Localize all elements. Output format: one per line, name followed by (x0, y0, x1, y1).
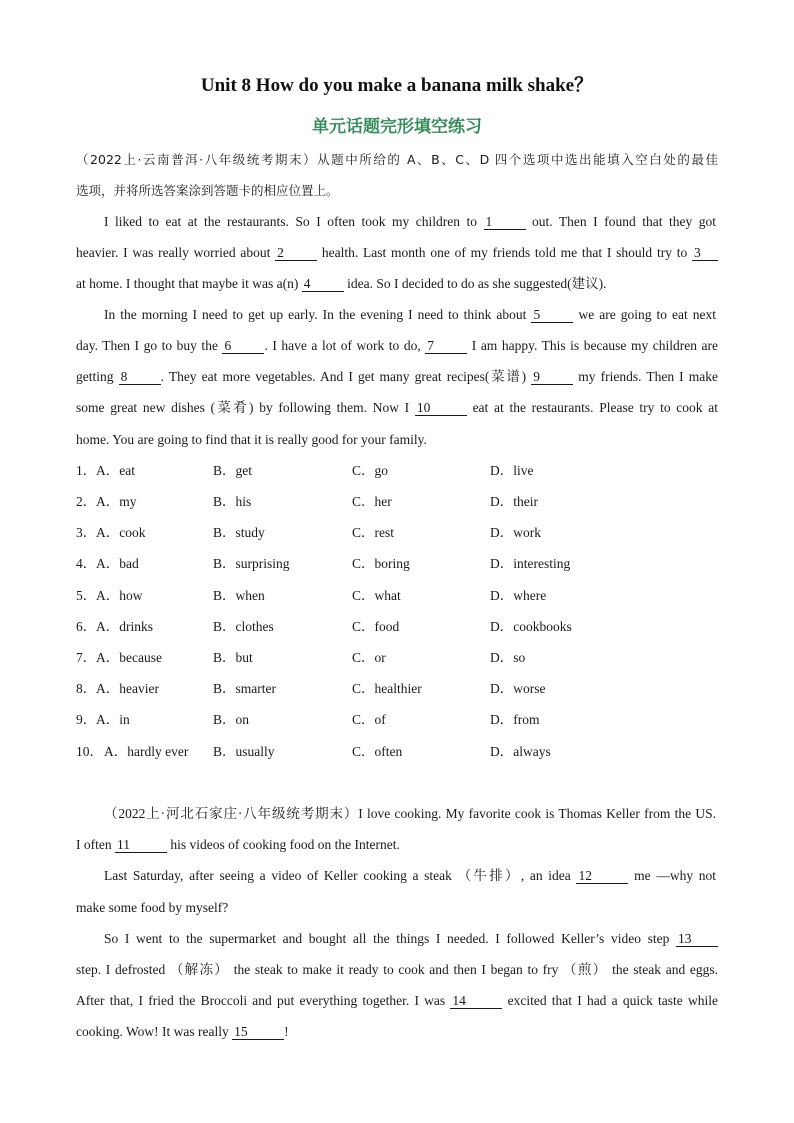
question-9-options: 9． A．in B．on C．of D．from (76, 712, 540, 727)
blank-9[interactable]: 9 (531, 369, 573, 385)
option-4c[interactable]: C．boring (352, 556, 410, 571)
option-8a[interactable]: A．heavier (96, 681, 159, 696)
passage2-line-1: （2022上·河北石家庄·八年级统考期末）I love cooking. My favorite cook is Thomas Keller from the US. (104, 806, 716, 821)
question-5-options: 5． A．how B．when C．what D．where (76, 588, 547, 603)
option-10d[interactable]: D．always (490, 744, 551, 759)
option-6d[interactable]: D．cookbooks (490, 619, 572, 634)
passage1-line-2: heavier. I was really worried about 2 health. Last month one of my friends told me that I should try to 3 (76, 244, 718, 262)
question-6-options: 6． A．drinks B．clothes C．food D．cookbooks (76, 619, 572, 634)
passage2-line-2: I often 11 his videos of cooking food on the Internet. (76, 837, 400, 852)
instruction-line-1: （2022上·云南普洱·八年级统考期末）从题中所给的 A、B、C、D 四个选项中选出能填入空白处的最佳 (76, 152, 718, 167)
option-7d[interactable]: D．so (490, 650, 526, 665)
option-9b[interactable]: B．on (213, 712, 250, 727)
option-10b[interactable]: B．usually (213, 744, 275, 759)
passage2-line-3: Last Saturday, after seeing a video of Keller cooking a steak （牛排）, an idea 12 me —why not (104, 868, 716, 883)
blank-15[interactable]: 15 (232, 1024, 284, 1040)
passage1-line-1: I liked to eat at the restaurants. So I often took my children to 1 out. Then I found that they got (104, 214, 716, 229)
option-3c[interactable]: C．rest (352, 525, 394, 540)
option-6a[interactable]: A．drinks (96, 619, 153, 634)
blank-13[interactable]: 13 (676, 931, 718, 947)
option-5a[interactable]: A．how (96, 588, 143, 603)
option-10c[interactable]: C．often (352, 744, 403, 759)
option-3a[interactable]: A．cook (96, 525, 146, 540)
question-4-options: 4． A．bad B．surprising C．boring D．interesting (76, 556, 571, 571)
option-9c[interactable]: C．of (352, 712, 386, 727)
question-3-options: 3． A．cook B．study C．rest D．work (76, 525, 541, 540)
option-1b[interactable]: B．get (213, 463, 252, 478)
question-10-options: 10． A．hardly ever B．usually C．often D．always (76, 744, 551, 759)
option-6c[interactable]: C．food (352, 619, 400, 634)
passage1-line-7: some great new dishes (菜肴) by following them. Now I 10 eat at the restaurants. Please try to cook at (76, 400, 718, 415)
passage1-line-3: at home. I thought that maybe it was a(n) 4 idea. So I decided to do as she suggested(建议). (76, 276, 607, 291)
option-2a[interactable]: A．my (96, 494, 137, 509)
option-9d[interactable]: D．from (490, 712, 540, 727)
passage1-line-6: getting 8 . They eat more vegetables. And I get many great recipes(菜谱) 9 my friends. Then I make (76, 369, 719, 384)
passage2-line-4: make some food by myself? (76, 900, 229, 915)
option-2b[interactable]: B．his (213, 494, 252, 509)
option-5b[interactable]: B．when (213, 588, 265, 603)
option-2d[interactable]: D．their (490, 494, 538, 509)
option-8c[interactable]: C．healthier (352, 681, 422, 696)
passage2-line-5: So I went to the supermarket and bought all the things I needed. I followed Keller’s video step 13 (104, 930, 718, 948)
blank-4[interactable]: 4 (302, 276, 344, 292)
option-1d[interactable]: D．live (490, 463, 534, 478)
blank-1[interactable]: 1 (484, 214, 526, 230)
option-5c[interactable]: C．what (352, 588, 401, 603)
option-7c[interactable]: C．or (352, 650, 386, 665)
blank-11[interactable]: 11 (115, 837, 167, 853)
blank-10[interactable]: 10 (415, 400, 467, 416)
blank-3[interactable]: 3 (692, 245, 718, 261)
instruction-line-2: 选项，并将所选答案涂到答题卡的相应位置上。 (76, 183, 339, 198)
option-1a[interactable]: A．eat (96, 463, 135, 478)
question-1-options: 1． A．eat B．get C．go D．live (76, 463, 534, 478)
option-8d[interactable]: D．worse (490, 681, 546, 696)
option-9a[interactable]: A．in (96, 712, 130, 727)
passage2-line-6: step. I defrosted （解冻） the steak to make it ready to cook and then I began to fry （煎） the steak and eggs. (76, 962, 718, 977)
option-7a[interactable]: A．because (96, 650, 162, 665)
blank-5[interactable]: 5 (531, 307, 573, 323)
option-4d[interactable]: D．interesting (490, 556, 571, 571)
page-title: Unit 8 How do you make a banana milk shake？ (200, 75, 594, 96)
blank-2[interactable]: 2 (275, 245, 317, 261)
blank-14[interactable]: 14 (450, 993, 502, 1009)
option-6b[interactable]: B．clothes (213, 619, 274, 634)
passage1-line-4: In the morning I need to get up early. In the evening I need to think about 5 we are going to eat next (104, 307, 716, 322)
question-2-options: 2． A．my B．his C．her D．their (76, 494, 538, 509)
passage1-line-5: day. Then I go to buy the 6 . I have a lot of work to do, 7 I am happy. This is because my children are (76, 338, 718, 353)
blank-12[interactable]: 12 (576, 868, 628, 884)
passage2-line-8: cooking. Wow! It was really 15 ! (76, 1024, 289, 1039)
question-7-options: 7． A．because B．but C．or D．so (76, 650, 526, 665)
blank-6[interactable]: 6 (222, 338, 264, 354)
option-4a[interactable]: A．bad (96, 556, 139, 571)
question-8-options: 8． A．heavier B．smarter C．healthier D．worse (76, 681, 546, 696)
passage1-line-8: home. You are going to find that it is really good for your family. (76, 432, 427, 447)
option-2c[interactable]: C．her (352, 494, 392, 509)
blank-8[interactable]: 8 (119, 369, 161, 385)
option-1c[interactable]: C．go (352, 463, 389, 478)
blank-7[interactable]: 7 (425, 338, 467, 354)
option-3b[interactable]: B．study (213, 525, 265, 540)
option-10a[interactable]: A．hardly ever (104, 744, 189, 759)
option-5d[interactable]: D．where (490, 588, 547, 603)
page-subtitle: 单元话题完形填空练习 (312, 117, 482, 137)
option-8b[interactable]: B．smarter (213, 681, 276, 696)
passage2-line-7: After that, I fried the Broccoli and put everything together. I was 14 excited that I had a quick taste while (76, 993, 718, 1008)
option-7b[interactable]: B．but (213, 650, 253, 665)
option-4b[interactable]: B．surprising (213, 556, 290, 571)
option-3d[interactable]: D．work (490, 525, 541, 540)
